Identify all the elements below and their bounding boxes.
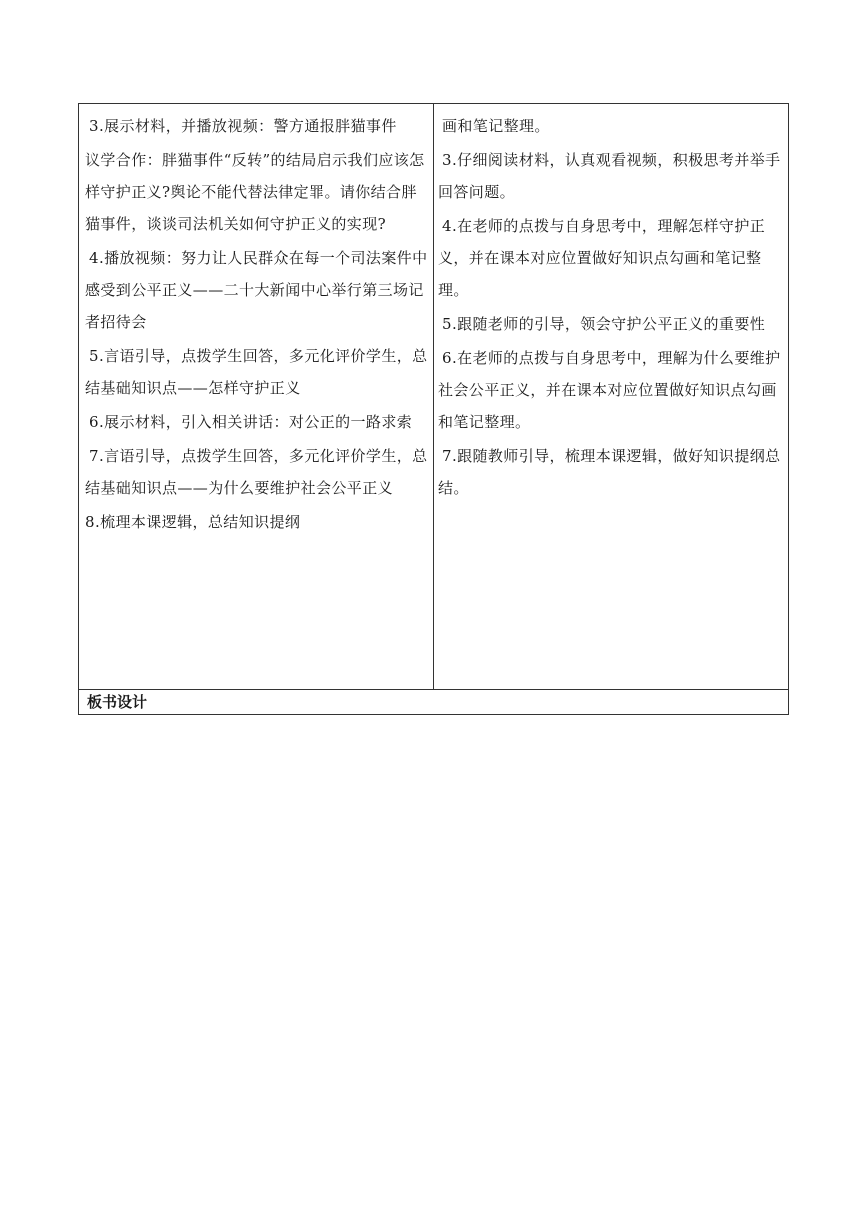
- teacher-step-4: 4.播放视频：努力让人民群众在每一个司法案件中感受到公平正义——二十大新闻中心举行第三场记者招待会: [85, 249, 428, 331]
- teacher-step-8: 8.梳理本课逻辑，总结知识提纲: [85, 513, 301, 531]
- student-step-3: 3.仔细阅读材料，认真观看视频，积极思考并举手回答问题。: [438, 151, 781, 201]
- teacher-step-5: 5.言语引导，点拨学生回答，多元化评价学生，总结基础知识点——怎样守护正义: [85, 347, 428, 397]
- activities-row: [79, 104, 788, 690]
- student-step-7: 7.跟随教师引导，梳理本课逻辑，做好知识提纲总结。: [438, 447, 781, 497]
- teacher-activities-cell: [79, 104, 434, 689]
- lesson-plan-table: [78, 103, 789, 715]
- student-step-5: 5.跟随老师的引导，领会守护公平正义的重要性: [442, 315, 766, 333]
- teacher-step-3: 3.展示材料，并播放视频：警方通报胖猫事件: [89, 117, 397, 135]
- student-step-6: 6.在老师的点拨与自身思考中，理解为什么要维护社会公平正义，并在课本对应位置做好知识点勾画和笔记整理。: [438, 349, 781, 431]
- student-activities-cell: [434, 104, 788, 689]
- teacher-step-7: 7.言语引导，点拨学生回答，多元化评价学生，总结基础知识点——为什么要维护社会公平正义: [85, 447, 428, 497]
- student-step-4: 4.在老师的点拨与自身思考中，理解怎样守护正义，并在课本对应位置做好知识点勾画和笔记整理。: [438, 217, 766, 299]
- teacher-step-6: 6.展示材料，引入相关讲话：对公正的一路求索: [89, 413, 413, 431]
- student-step-2-continued: 画和笔记整理。: [442, 117, 550, 135]
- group-discussion-prompt: 议学合作：胖猫事件“反转”的结局启示我们应该怎样守护正义?舆论不能代替法律定罪。请你结合胖猫事件，谈谈司法机关如何守护正义的实现?: [85, 151, 425, 233]
- board-design-heading: 板书设计: [87, 693, 148, 711]
